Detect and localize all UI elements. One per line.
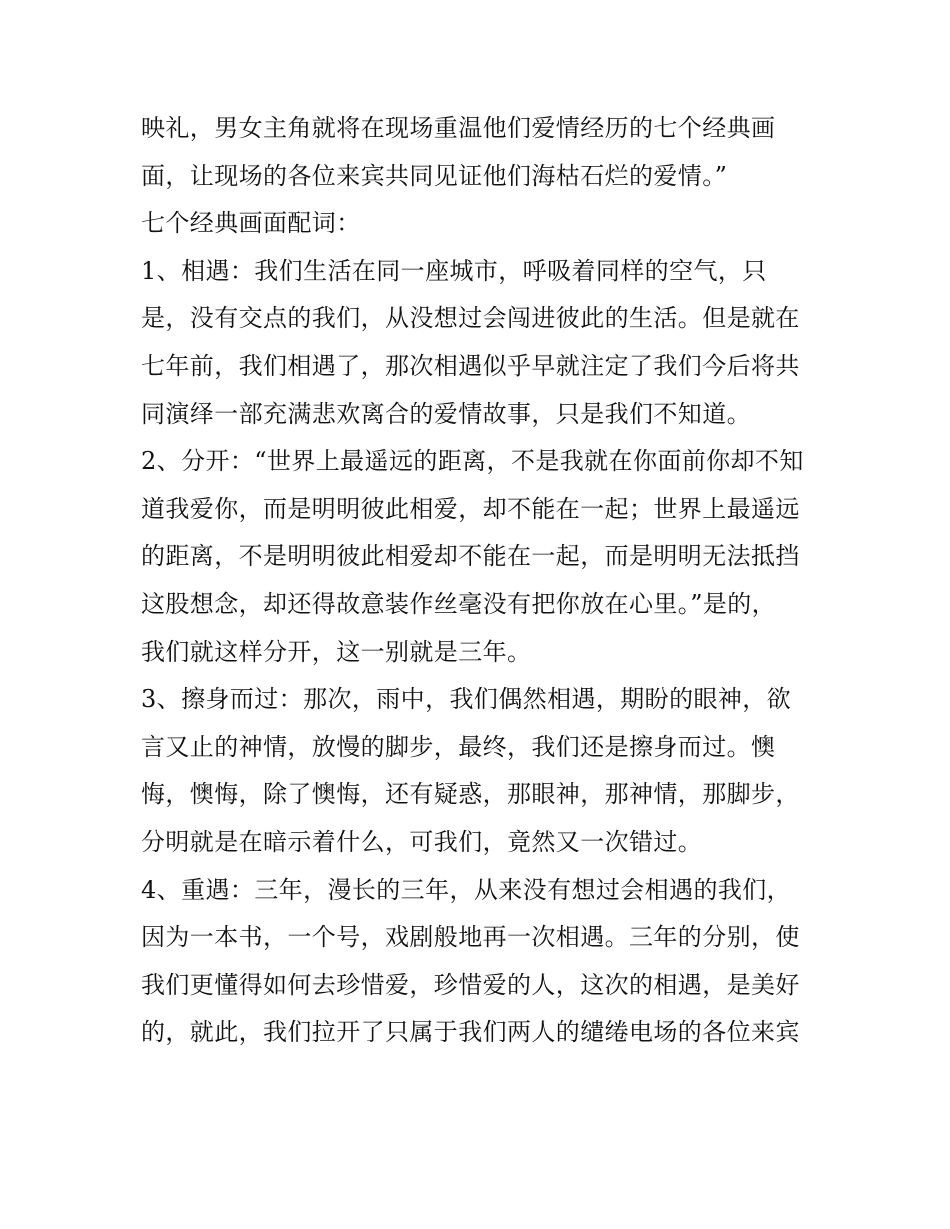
text-line: 道我爱你，而是明明彼此相爱，却不能在一起；世界上最遥远: [141, 494, 800, 523]
text-line: 七年前，我们相遇了，那次相遇似乎早就注定了我们今后将共: [141, 351, 800, 380]
text-line: 这股想念，却还得故意装作丝毫没有把你放在心里。”是的，: [141, 589, 777, 618]
text-line: 我们更懂得如何去珍惜爱，珍惜爱的人，这次的相遇，是美好: [141, 970, 800, 999]
text-line: 是，没有交点的我们，从没想过会闯进彼此的生活。但是就在: [141, 304, 800, 333]
text-line: 面，让现场的各位来宾共同见证他们海枯石烂的爱情。”: [141, 161, 728, 190]
text-line: 1、相遇：我们生活在同一座城市，呼吸着同样的空气，只: [141, 256, 767, 285]
text-line: 的距离，不是明明彼此相爱却不能在一起，而是明明无法抵挡: [141, 542, 800, 571]
text-line: 2、分开：“世界上最遥远的距离，不是我就在你面前你却不知: [141, 447, 804, 476]
text-line: 分明就是在暗示着什么，可我们，竟然又一次错过。: [141, 827, 703, 856]
text-line: 映礼，男女主角就将在现场重温他们爱情经历的七个经典画: [141, 114, 776, 142]
text-line: 因为一本书，一个号，戏剧般地再一次相遇。三年的分别，使: [141, 923, 800, 952]
text-line: 3、擦身而过：那次，雨中，我们偶然相遇，期盼的眼神，欲: [141, 685, 792, 714]
section-heading: 七个经典画面配词：: [141, 209, 361, 238]
text-line: 言又止的神情，放慢的脚步，最终，我们还是擦身而过。懊: [141, 732, 776, 761]
document-body: [141, 105, 831, 1057]
text-line: 我们就这样分开，这一别就是三年。: [141, 637, 532, 666]
text-line: 同演绎一部充满悲欢离合的爱情故事，只是我们不知道。: [141, 399, 751, 428]
text-line: 的，就此，我们拉开了只属于我们两人的缱绻电场的各位来宾: [141, 1018, 800, 1047]
text-line: 4、重遇：三年，漫长的三年，从来没有想过会相遇的我们，: [141, 875, 792, 904]
text-line: 悔，懊悔，除了懊悔，还有疑惑，那眼神，那神情，那脚步，: [141, 780, 800, 809]
